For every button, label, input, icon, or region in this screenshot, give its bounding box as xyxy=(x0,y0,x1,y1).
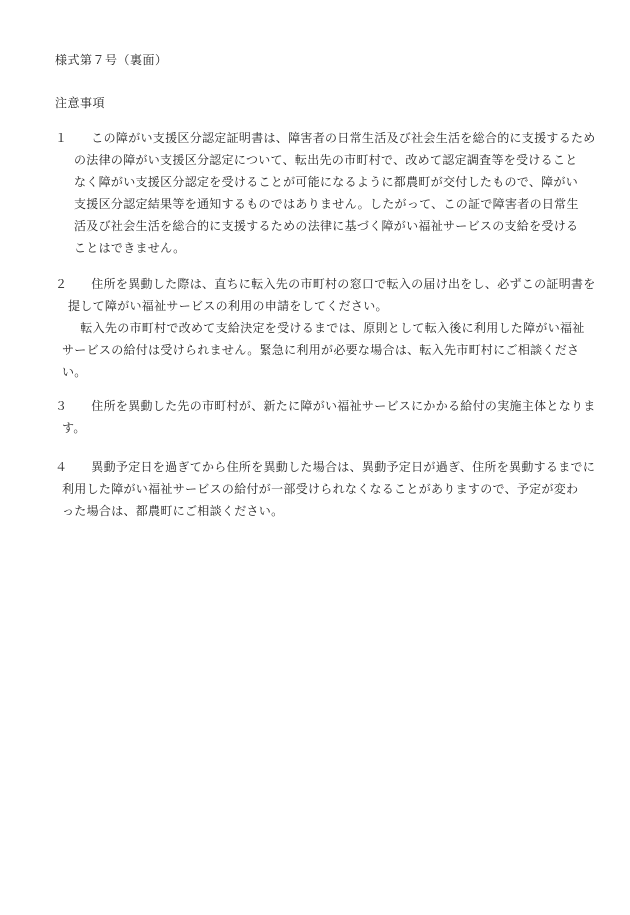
note-2-text-1: 住所を異動した際は、直ちに転入先の市町村の窓口で転入の届け出をし、必ずこの証明書を xyxy=(79,277,596,291)
note-3-text-2: す。 xyxy=(62,421,86,435)
note-1 xyxy=(55,127,595,259)
note-3 xyxy=(55,395,595,439)
note-4 xyxy=(55,456,595,522)
note-2-number: ２ xyxy=(55,277,68,291)
note-2-text-4: サービスの給付は受けられません。緊急に利用が必要な場合は、転入先市町村にご相談くださ xyxy=(62,343,580,357)
note-2 xyxy=(55,273,595,383)
note-3-number: ３ xyxy=(55,399,68,413)
note-1-number: １ xyxy=(55,131,68,145)
note-2-line-1 xyxy=(55,273,595,295)
note-1-text-5: 活及び社会生活を総合的に支援するための法律に基づく障がい福祉サービスの支給を受ける xyxy=(74,219,579,233)
note-1-text-6: ことはできません。 xyxy=(74,241,186,255)
note-4-number: ４ xyxy=(55,460,68,474)
note-3-text-1: 住所を異動した先の市町村が、新たに障がい福祉サービスにかかる給付の実施主体となりま xyxy=(79,399,596,413)
note-4-line-1 xyxy=(55,456,595,478)
note-4-text-2: 利用した障がい福祉サービスの給付が一部受けられなくなることがありますので、予定が変わ xyxy=(62,482,579,496)
note-4-text-3: った場合は、都農町にご相談ください。 xyxy=(62,504,284,518)
note-3-line-1 xyxy=(55,395,595,417)
note-4-text-1: 異動予定日を過ぎてから住所を異動した場合は、異動予定日が過ぎ、住所を異動するまでに xyxy=(79,460,596,474)
notes-heading: 注意事項 xyxy=(55,96,106,110)
note-1-text-4: 支援区分認定結果等を通知するものではありません。したがって、この証で障害者の日常生 xyxy=(74,197,579,211)
form-number: 様式第７号（裏面） xyxy=(55,53,168,67)
note-1-text-1: この障がい支援区分認定証明書は、障害者の日常生活及び社会生活を総合的に支援するため xyxy=(79,131,596,145)
note-2-text-3: 転入先の市町村で改めて支給決定を受けるまでは、原則として転入後に利用した障がい福祉 xyxy=(68,321,585,335)
note-1-text-2: の法律の障がい支援区分認定について、転出先の市町村で、改めて認定調査等を受けること xyxy=(74,153,578,167)
note-2-text-5: い。 xyxy=(62,365,87,379)
note-1-line-1 xyxy=(55,127,595,149)
note-1-text-3: なく障がい支援区分認定を受けることが可能になるように都農町が交付したもので、障がい xyxy=(74,175,579,189)
note-2-text-2: 提して障がい福祉サービスの利用の申請をしてください。 xyxy=(68,299,388,313)
